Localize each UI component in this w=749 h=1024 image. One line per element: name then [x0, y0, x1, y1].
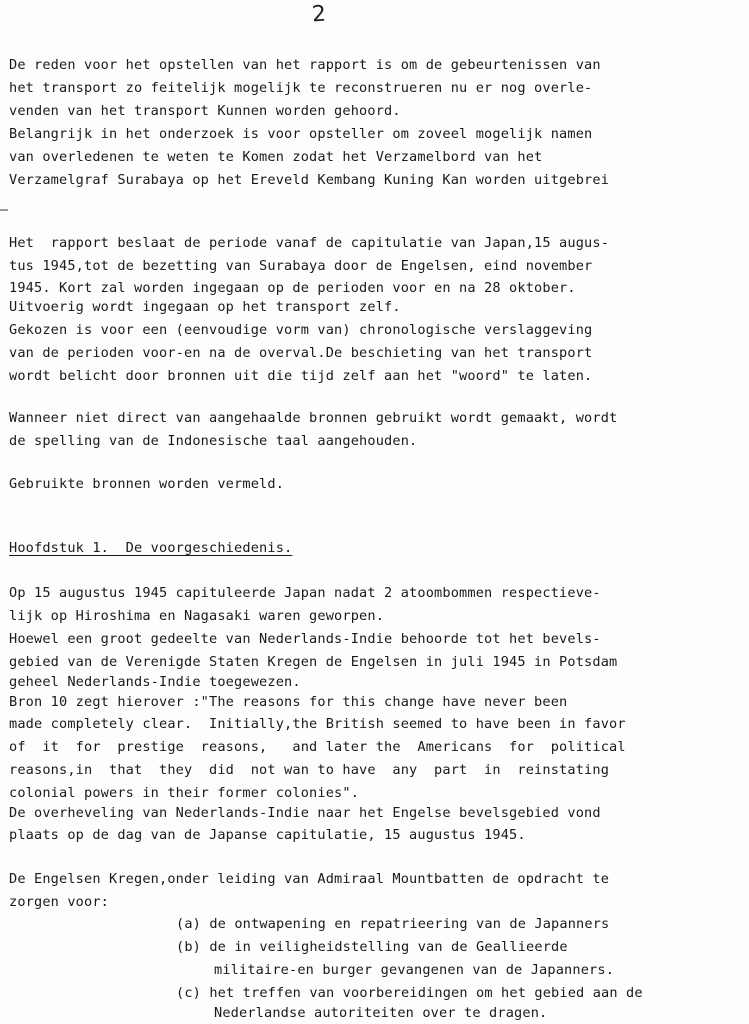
- text-line: tus 1945,tot de bezetting van Surabaya door de Engelsen, eind november: [9, 258, 593, 274]
- text-line: zorgen voor:: [9, 894, 110, 910]
- text-line: Verzamelgraf Surabaya op het Ereveld Kembang Kuning Kan worden uitgebrei: [9, 172, 610, 188]
- list-item: (a) de ontwapening en repatrieering van de Japanners: [176, 916, 610, 932]
- text-line: van overledenen te weten te Komen zodat het Verzamelbord van het: [9, 149, 543, 165]
- text-line: Wanneer niet direct van aangehaalde bronnen gebruikt wordt gemaakt, wordt: [9, 410, 618, 426]
- text-line: wordt belicht door bronnen uit die tijd zelf aan het "woord" te laten.: [9, 368, 593, 384]
- text-line: het transport zo feitelijk mogelijk te reconstrueren nu er nog overle-: [9, 80, 593, 96]
- text-line: of it for prestige reasons, and later the Americans for political: [9, 739, 626, 755]
- text-line: Belangrijk in het onderzoek is voor opsteller om zoveel mogelijk namen: [9, 126, 593, 142]
- margin-mark: [0, 209, 8, 211]
- text-line: Uitvoerig wordt ingegaan op het transport zelf.: [9, 299, 401, 315]
- list-item: (b) de in veiligheidstelling van de Geallieerde: [176, 939, 568, 955]
- text-line: Het rapport beslaat de periode vanaf de capitulatie van Japan,15 augus-: [9, 235, 610, 251]
- text-line: Op 15 augustus 1945 capituleerde Japan nadat 2 atoombommen respectieve-: [9, 585, 601, 601]
- text-line: gebied van de Verenigde Staten Kregen de Engelsen in juli 1945 in Potsdam: [9, 654, 618, 670]
- list-item-continuation: militaire-en burger gevangenen van de Japanners.: [214, 962, 615, 978]
- text-line: made completely clear. Initially,the British seemed to have been in favor: [9, 716, 626, 732]
- text-line: colonial powers in their former colonies".: [9, 785, 360, 801]
- text-line: De reden voor het opstellen van het rapport is om de gebeurtenissen van: [9, 57, 601, 73]
- text-line: De overheveling van Nederlands-Indie naar het Engelse bevelsgebied vond: [9, 805, 601, 821]
- text-line: Hoewel een groot gedeelte van Nederlands-Indie behoorde tot het bevels-: [9, 631, 601, 647]
- text-line: venden van het transport Kunnen worden gehoord.: [9, 103, 401, 119]
- page-number: 2: [311, 1, 327, 28]
- text-line: de spelling van de Indonesische taal aangehouden.: [9, 433, 418, 449]
- text-line: Bron 10 zegt hierover :"The reasons for this change have never been: [9, 694, 568, 710]
- text-line: van de perioden voor-en na de overval.De beschieting van het transport: [9, 345, 593, 361]
- text-line: reasons,in that they did not wan to have any part in reinstating: [9, 762, 610, 778]
- chapter-heading: Hoofdstuk 1. De voorgeschiedenis.: [9, 540, 293, 556]
- text-line: 1945. Kort zal worden ingegaan op de perioden voor en na 28 oktober.: [9, 280, 576, 296]
- text-line: lijk op Hiroshima en Nagasaki waren geworpen.: [9, 608, 385, 624]
- list-item-continuation: Nederlandse autoriteiten over te dragen.: [214, 1005, 548, 1021]
- text-line: Gebruikte bronnen worden vermeld.: [9, 476, 285, 492]
- text-line: geheel Nederlands-Indie toegewezen.: [9, 674, 301, 690]
- text-line: Gekozen is voor een (eenvoudige vorm van) chronologische verslaggeving: [9, 322, 593, 338]
- text-line: plaats op de dag van de Japanse capitulatie, 15 augustus 1945.: [9, 827, 526, 843]
- text-line: De Engelsen Kregen,onder leiding van Admiraal Mountbatten de opdracht te: [9, 871, 610, 887]
- list-item: (c) het treffen van voorbereidingen om het gebied aan de: [176, 985, 643, 1001]
